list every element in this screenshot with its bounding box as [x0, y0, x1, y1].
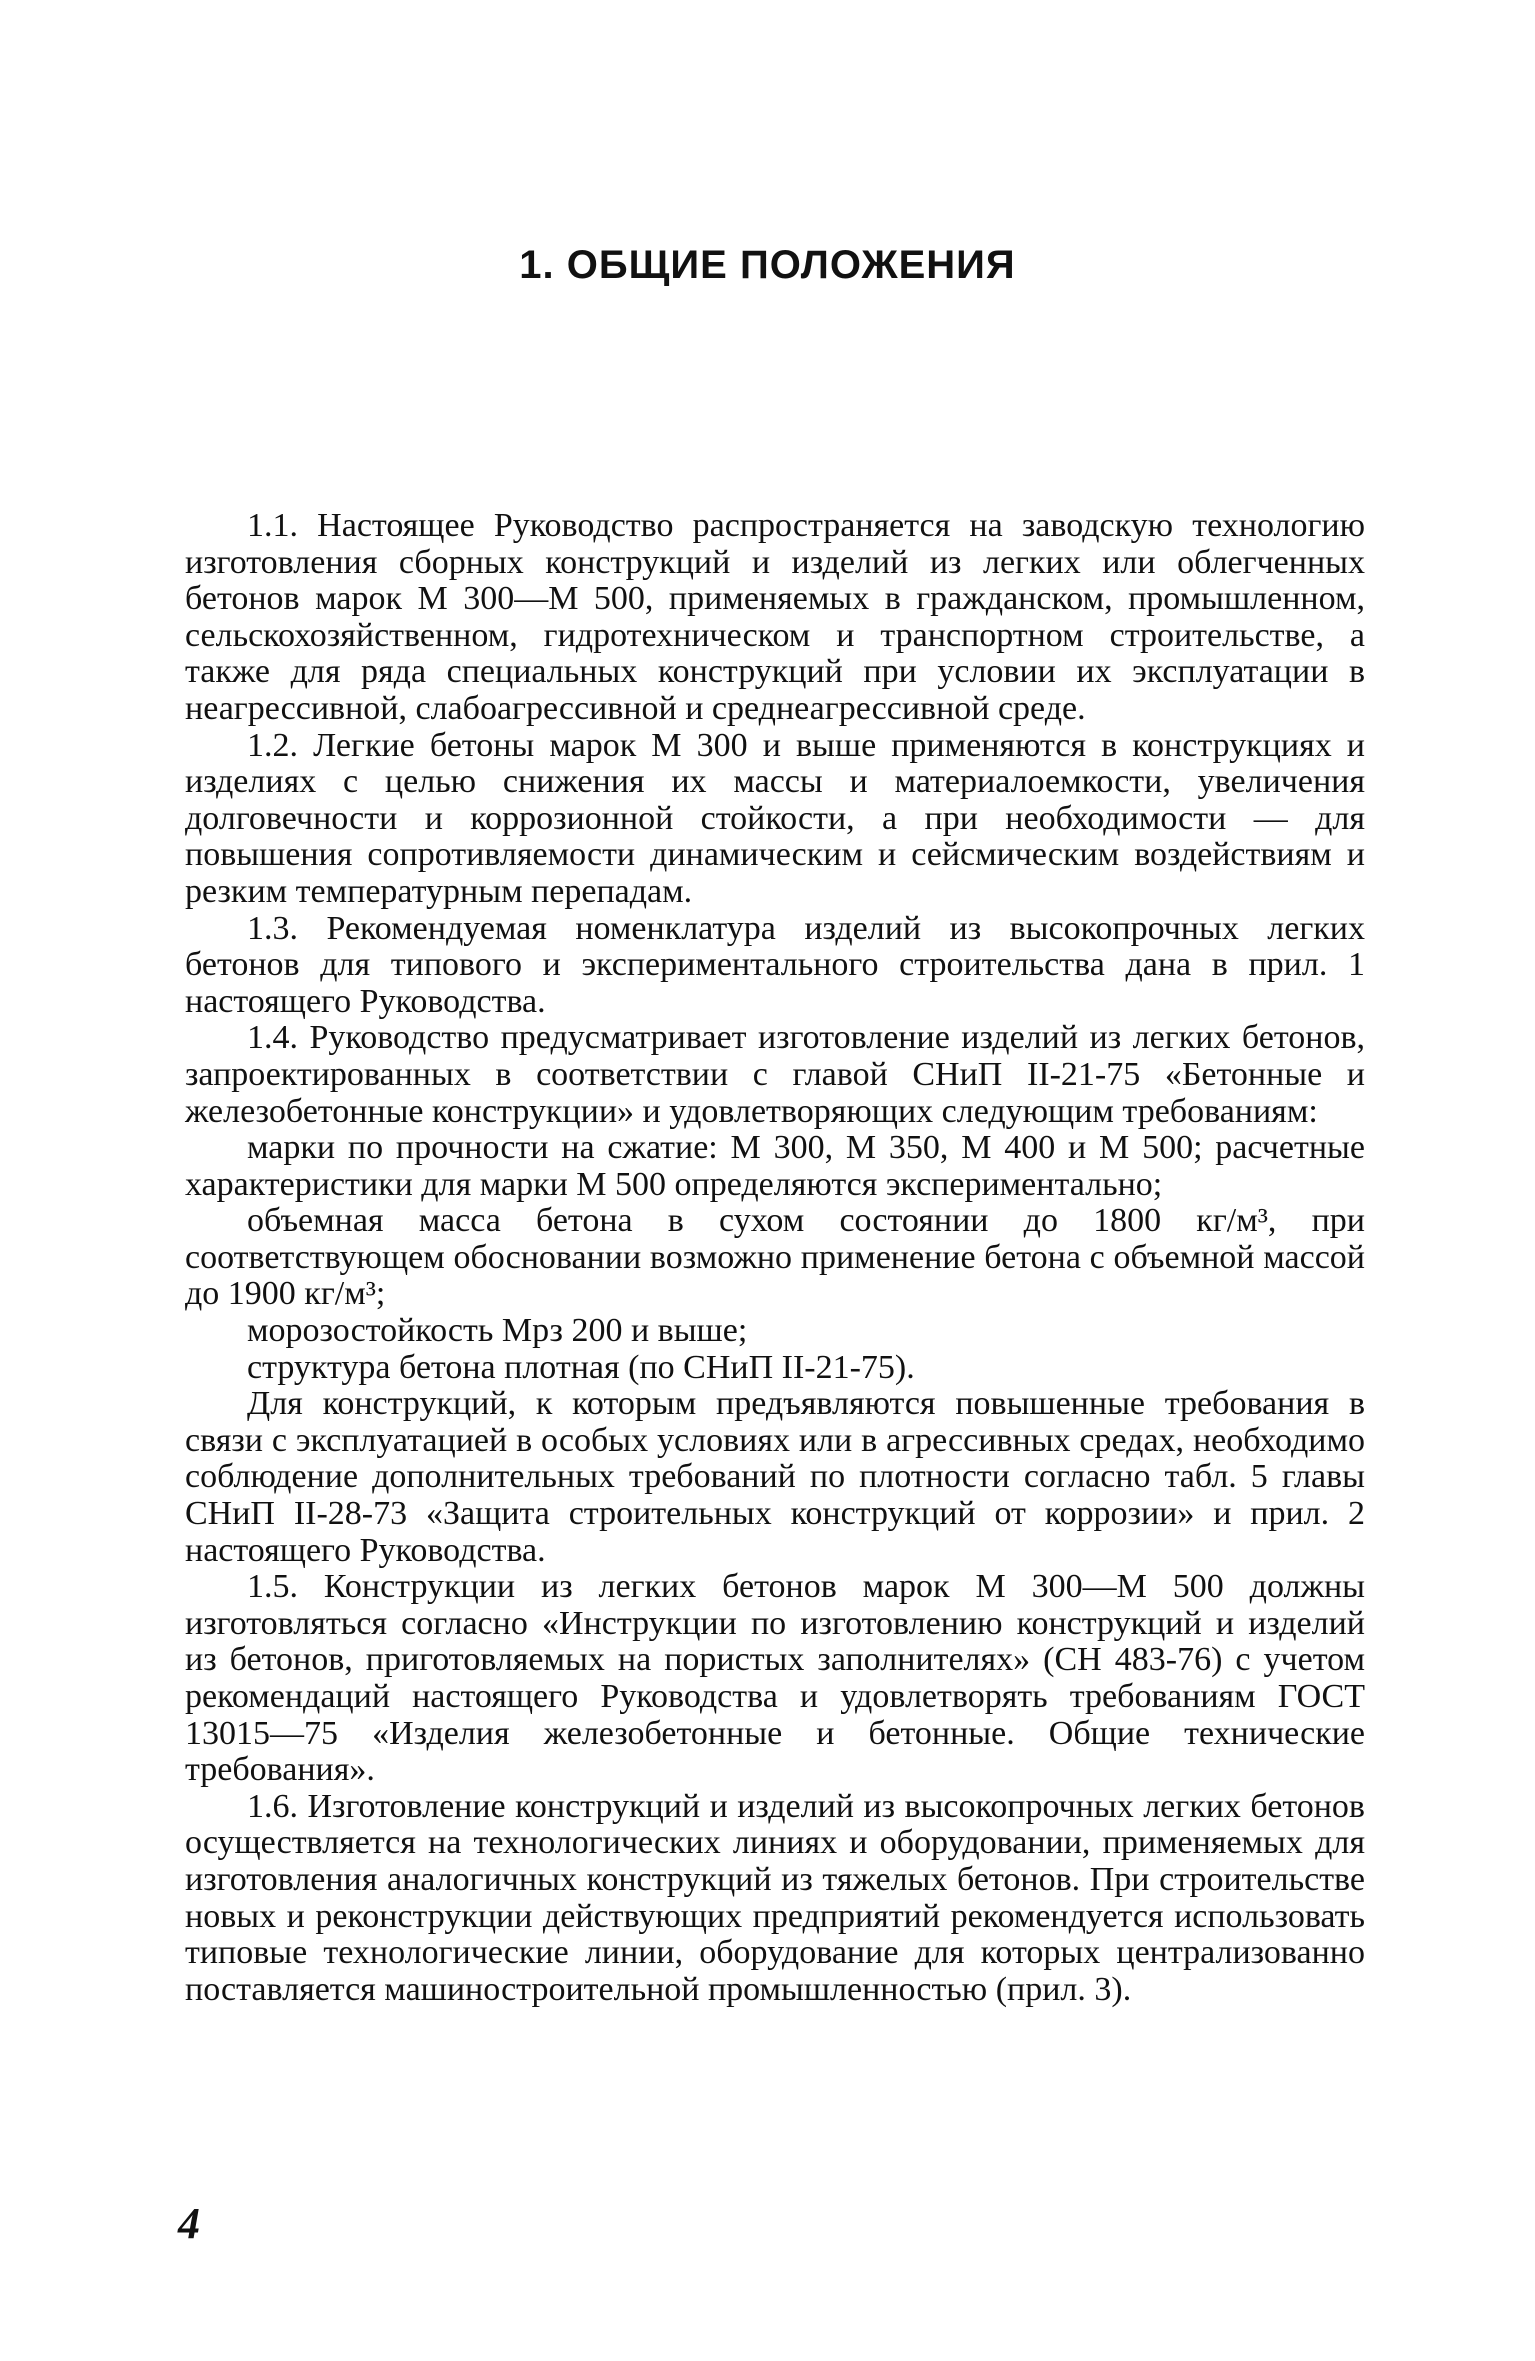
paragraph-1-1: 1.1. Настоящее Руководство распространяется на заводскую технологию изготовления сборных конструкций и изделий из легких или облегченных бетонов марок М 300—М 500, применяемых в гражданском, промышленном, сельскохозяйственном, гидротехническом и транспортном строительстве, а также для ряда специальных конструкций при условии их эксплуатации в неагрессивной, слабоагрессивной и среднеагрессивной среде. [185, 507, 1365, 727]
paragraph-additional-requirements: Для конструкций, к которым предъявляются повышенные требования в связи с эксплуатацией в особых условиях или в агрессивных средах, необходимо соблюдение дополнительных требований по плотности согласно табл. 5 главы СНиП II-28-73 «Защита строительных конструкций от коррозии» и прил. 2 настоящего Руководства. [185, 1385, 1365, 1569]
paragraph-1-6: 1.6. Изготовление конструкций и изделий из высокопрочных легких бетонов осуществляется на технологических линиях и оборудовании, применяемых для изготовления аналогичных конструкций из тяжелых бетонов. При строительстве новых и реконструкции действующих предприятий рекомендуется использовать типовые технологические линии, оборудование для которых централизованно поставляется машиностроительной промышленностью (прил. 3). [185, 1787, 1365, 2008]
paragraph-1-3: 1.3. Рекомендуемая номенклатура изделий из высокопрочных легких бетонов для типового и экспериментального строительства дана в прил. 1 настоящего Руководства. [185, 909, 1365, 1020]
section-body [185, 508, 1365, 2008]
section-heading: 1. ОБЩИЕ ПОЛОЖЕНИЯ [519, 243, 1016, 287]
page-number: 4 [178, 2199, 200, 2248]
paragraph-1-2: 1.2. Легкие бетоны марок М 300 и выше применяются в конструкциях и изделиях с целью снижения их массы и материалоемкости, увеличения долговечности и коррозионной стойкости, а при необходимости — для повышения сопротивляемости динамическим и сейсмическим воздействиям и резким температурным перепадам. [185, 726, 1365, 910]
requirement-structure: структура бетона плотная (по СНиП II-21-75). [247, 1348, 915, 1386]
paragraph-1-5: 1.5. Конструкции из легких бетонов марок М 300—М 500 должны изготовляться согласно «Инструкции по изготовлению конструкций и изделий из бетонов, приготовляемых на пористых заполнителях» (СН 483-76) с учетом рекомендаций настоящего Руководства и удовлетворять требованиям ГОСТ 13015—75 «Изделия железобетонные и бетонные. Общие технические требования». [185, 1568, 1365, 1789]
requirement-strength: марки по прочности на сжатие: М 300, М 350, М 400 и М 500; расчетные характеристики для марки М 500 определяются экспериментально; [185, 1129, 1365, 1203]
paragraph-1-4: 1.4. Руководство предусматривает изготовление изделий из легких бетонов, запроектированных в соответствии с главой СНиП II-21-75 «Бетонные и железобетонные конструкции» и удовлетворяющих следующим требованиям: [185, 1019, 1365, 1130]
requirement-frost-resistance: морозостойкость Мрз 200 и выше; [247, 1312, 748, 1350]
requirement-density: объемная масса бетона в сухом состоянии до 1800 кг/м³, при соответствующем обосновании возможно применение бетона с объемной массой до 1900 кг/м³; [185, 1202, 1365, 1313]
